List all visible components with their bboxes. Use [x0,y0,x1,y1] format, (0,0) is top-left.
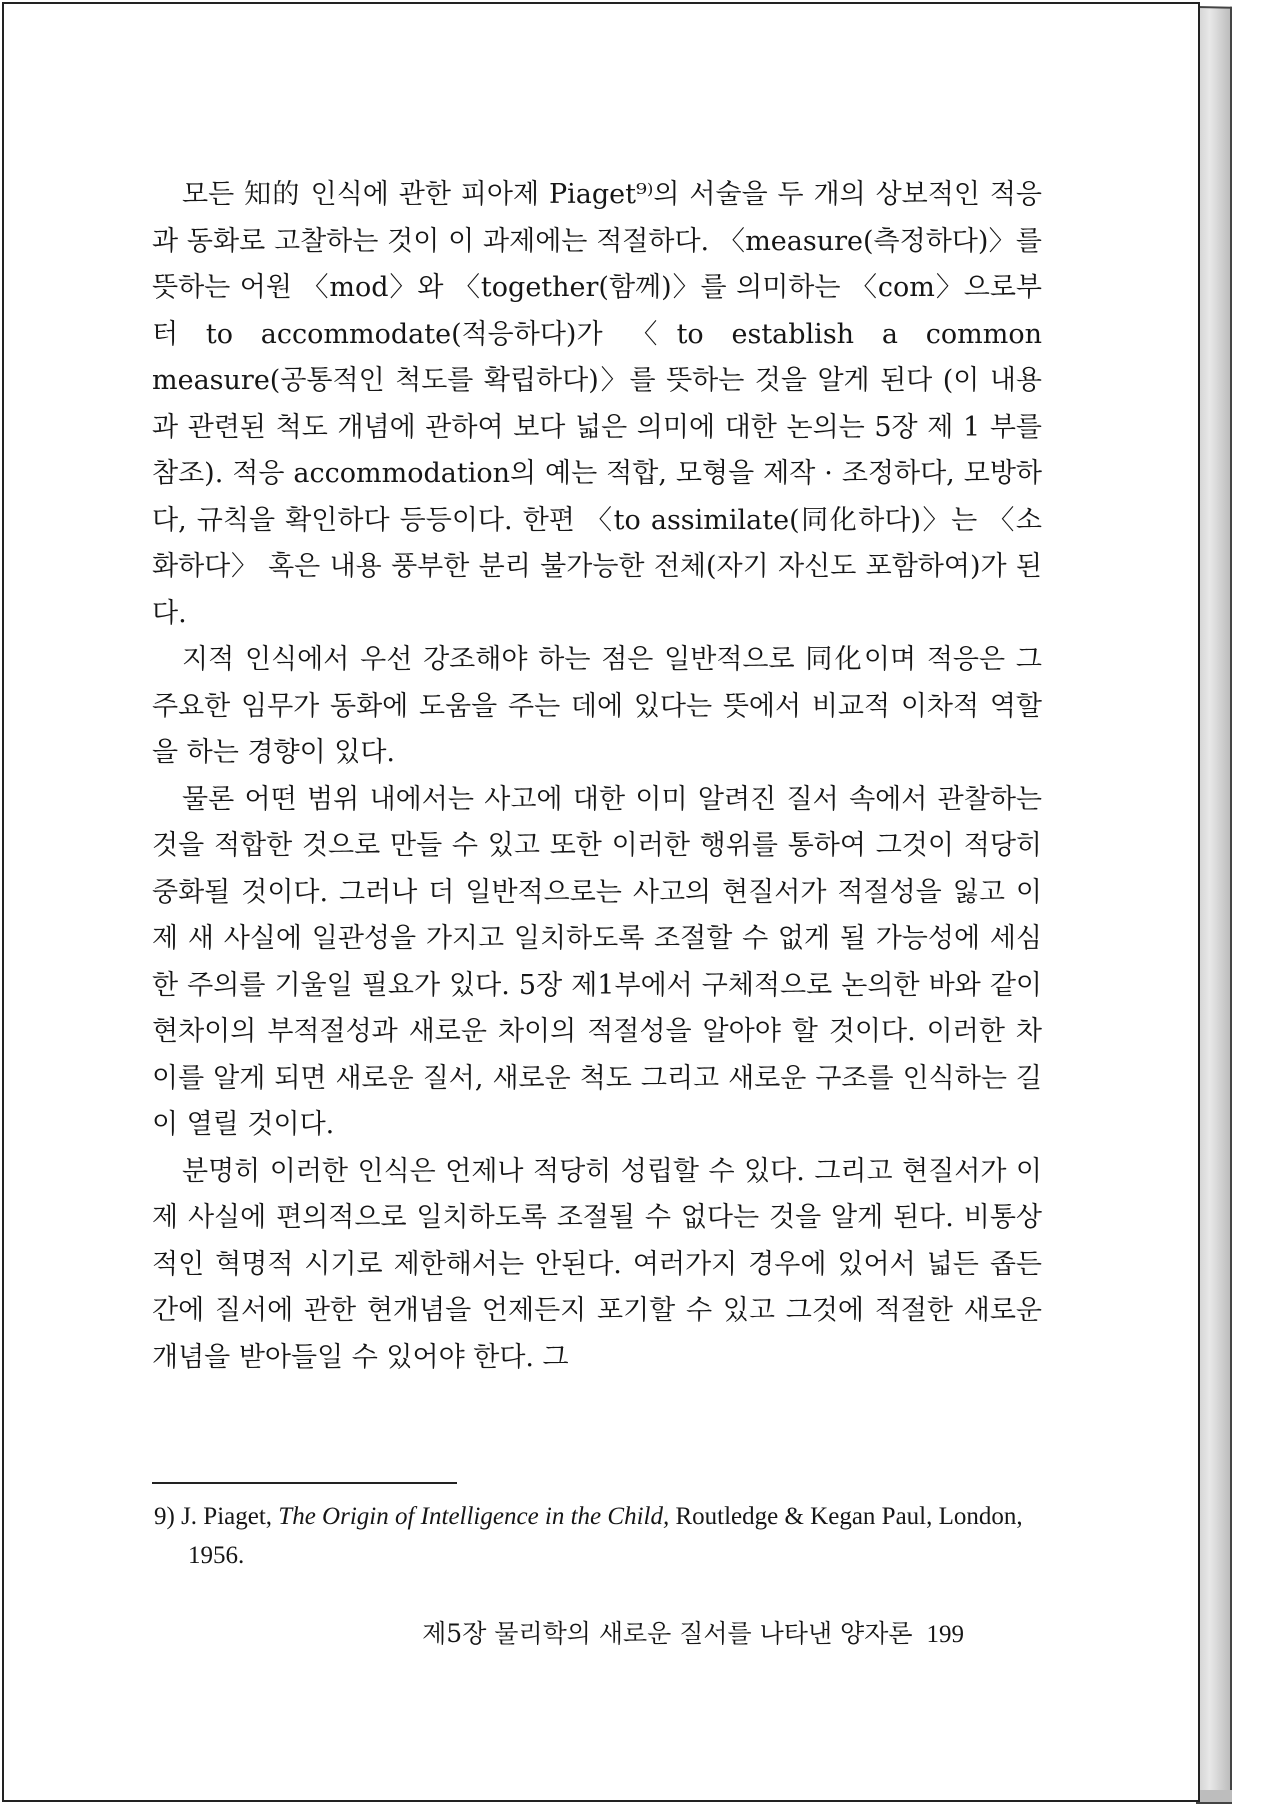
footnote-rule [152,1482,457,1484]
paragraph-1: 모든 知的 인식에 관한 피아제 Piaget⁹⁾의 서술을 두 개의 상보적인 적응과 동화로 고찰하는 것이 이 과제에는 적절하다. 〈measure(측정하다)〉를 뜻하는 어원 〈mod〉와 〈together(함께)〉를 의미하는 〈com〉으로부터 to accommodate(적응하다)가 〈to establish a common measure(공통적인 척도를 확립하다)〉를 뜻하는 것을 알게 된다 (이 내용과 관련된 척도 개념에 관하여 보다 넓은 의미에 대한 논의는 5장 제 1 부를 참조). 적응 accommodation의 예는 적합, 모형을 제작 · 조정하다, 모방하다, 규칙을 확인하다 등등이다. 한편 〈to assimilate(同化하다)〉는 〈소화하다〉 혹은 내용 풍부한 분리 불가능한 전체(자기 자신도 포함하여)가 된다. [152,179,1042,629]
footnote-title: The Origin of Intelligence in the Child, [278,1503,670,1530]
page-edge-bottom [1196,1790,1232,1804]
footnote-marker: 9) [154,1503,175,1530]
chapter-title: 제5장 물리학의 새로운 질서를 나타낸 양자론 [422,1619,913,1648]
paragraph-3: 물론 어떤 범위 내에서는 사고에 대한 이미 알려진 질서 속에서 관찰하는 것을 적합한 것으로 만들 수 있고 또한 이러한 행위를 통하여 그것이 적당히 중화될 것이다. 그러나 더 일반적으로는 사고의 현질서가 적절성을 잃고 이제 새 사실에 일관성을 가지고 일치하도록 조절할 수 없게 될 가능성에 세심한 주의를 기울일 필요가 있다. 5장 제1부에서 구체적으로 논의한 바와 같이 현차이의 부적절성과 새로운 차이의 적절성을 알아야 할 것이다. 이러한 차이를 알게 되면 새로운 질서, 새로운 척도 그리고 새로운 구조를 인식하는 길이 열릴 것이다. [152,783,1042,1140]
running-footer [422,1614,964,1650]
page-number: 199 [926,1621,964,1648]
footnote [154,1497,1076,1575]
book-page [2,2,1200,1802]
paragraph-2: 지적 인식에서 우선 강조해야 하는 점은 일반적으로 同化이며 적응은 그 주요한 임무가 동화에 도움을 주는 데에 있다는 뜻에서 비교적 이차적 역할을 하는 경향이 있다. [152,644,1042,768]
page-edge [1196,6,1232,1801]
paragraph-4: 분명히 이러한 인식은 언제나 적당히 성립할 수 있다. 그리고 현질서가 이제 사실에 편의적으로 일치하도록 조절될 수 없다는 것을 알게 된다. 비통상적인 혁명적 시기로 제한해서는 안된다. 여러가지 경우에 있어서 넓든 좁든 간에 질서에 관한 현개념을 언제든지 포기할 수 있고 그것에 적절한 새로운 개념을 받아들일 수 있어야 한다. 그 [152,1155,1042,1373]
footnote-rest: Routledge & Kegan Paul, London, 1956. [188,1503,1023,1569]
footnote-author: J. Piaget, [181,1503,273,1530]
body-text [152,172,1042,1381]
